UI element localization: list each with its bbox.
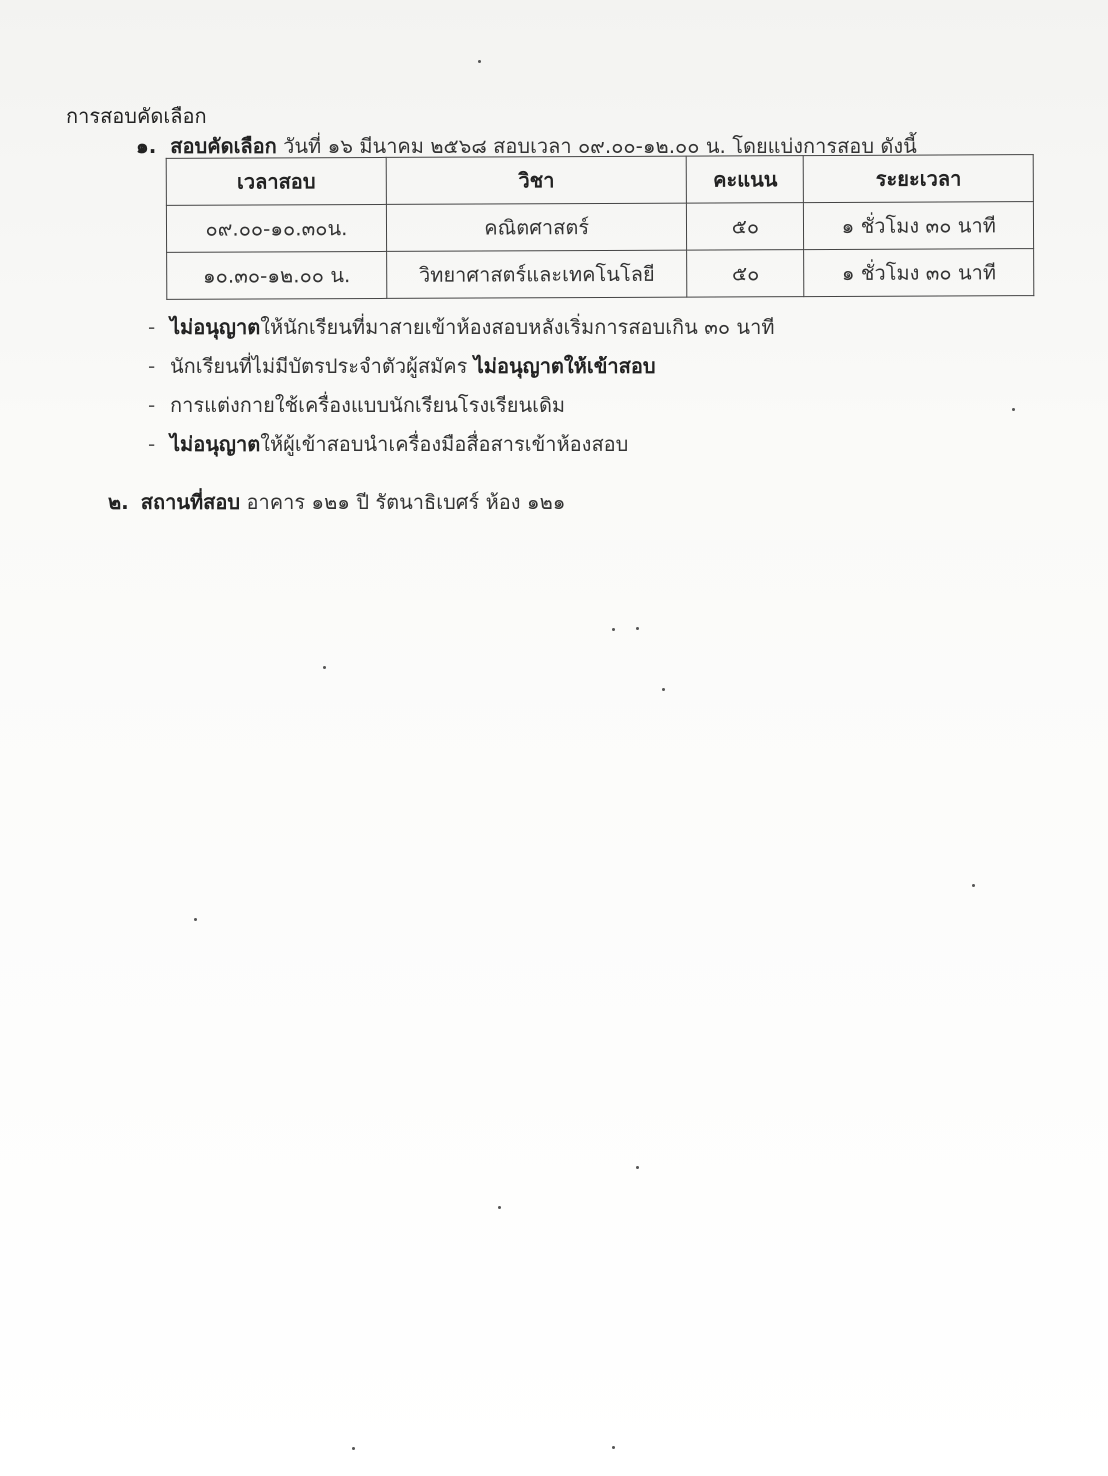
- header-score: คะแนน: [687, 156, 804, 204]
- dash-marker: -: [148, 354, 156, 378]
- dash-marker: -: [148, 432, 156, 456]
- rule-bold-text: ไม่อนุญาต: [170, 432, 261, 456]
- cell-subject: วิทยาศาสตร์และเทคโนโลยี: [387, 250, 688, 298]
- exam-rules-list: [148, 312, 775, 468]
- header-duration: ระยะเวลา: [804, 155, 1034, 203]
- rule-text: ให้ผู้เข้าสอบนำเครื่องมือสื่อสารเข้าห้องสอบ: [260, 432, 629, 456]
- cell-score: ๕๐: [687, 203, 804, 251]
- section-heading: การสอบคัดเลือก: [66, 104, 207, 128]
- item-number: ๑.: [136, 134, 157, 158]
- exam-location-item: [108, 486, 565, 518]
- exam-schedule-table: [166, 154, 1035, 300]
- table-row: [167, 249, 1034, 300]
- item-text: อาคาร ๑๒๑ ปี รัตนาธิเบศร์ ห้อง ๑๒๑: [240, 490, 566, 514]
- scan-speck: [352, 1447, 355, 1450]
- scan-speck: [323, 666, 326, 669]
- item-title: สถานที่สอบ: [140, 490, 241, 514]
- scan-speck: [498, 1206, 501, 1209]
- cell-duration: ๑ ชั่วโมง ๓๐ นาที: [804, 202, 1034, 250]
- rule-bold-text: ไม่อนุญาต: [170, 315, 261, 339]
- scan-speck: [636, 1166, 639, 1169]
- scan-speck: [636, 627, 639, 630]
- rule-text: ให้นักเรียนที่มาสายเข้าห้องสอบหลังเริ่มการสอบเกิน ๓๐ นาที: [260, 315, 775, 339]
- rule-text: นักเรียนที่ไม่มีบัตรประจำตัวผู้สมัคร: [170, 354, 474, 378]
- dash-marker: -: [148, 315, 156, 339]
- header-subject: วิชา: [386, 156, 687, 204]
- header-exam-time: เวลาสอบ: [166, 157, 386, 205]
- scan-speck: [662, 688, 665, 691]
- table-header-row: [166, 155, 1033, 206]
- cell-duration: ๑ ชั่วโมง ๓๐ นาที: [804, 249, 1034, 297]
- dash-marker: -: [148, 393, 156, 417]
- cell-exam-time: ๐๙.๐๐-๑๐.๓๐น.: [166, 204, 386, 252]
- list-item: [148, 351, 775, 390]
- cell-exam-time: ๑๐.๓๐-๑๒.๐๐ น.: [167, 251, 387, 299]
- scan-speck: [478, 60, 481, 63]
- scan-speck: [972, 884, 975, 887]
- scan-speck: [1012, 408, 1015, 411]
- table-row: [166, 202, 1033, 253]
- scan-speck: [612, 628, 615, 631]
- list-item: [148, 429, 775, 468]
- list-item: [148, 312, 775, 351]
- scan-speck: [612, 1446, 615, 1449]
- scan-speck: [194, 918, 197, 921]
- list-item: [148, 390, 775, 429]
- rule-text: การแต่งกายใช้เครื่องแบบนักเรียนโรงเรียนเดิม: [170, 393, 566, 417]
- cell-subject: คณิตศาสตร์: [386, 203, 687, 251]
- item-title: สอบคัดเลือก: [170, 134, 277, 158]
- item-text: วันที่ ๑๖ มีนาคม ๒๕๖๘ สอบเวลา ๐๙.๐๐-๑๒.๐๐ น. โดยแบ่งการสอบ ดังนี้: [276, 134, 917, 158]
- rule-bold-text: ไม่อนุญาตให้เข้าสอบ: [473, 354, 656, 378]
- cell-score: ๕๐: [687, 250, 804, 298]
- item-number: ๒.: [108, 490, 129, 514]
